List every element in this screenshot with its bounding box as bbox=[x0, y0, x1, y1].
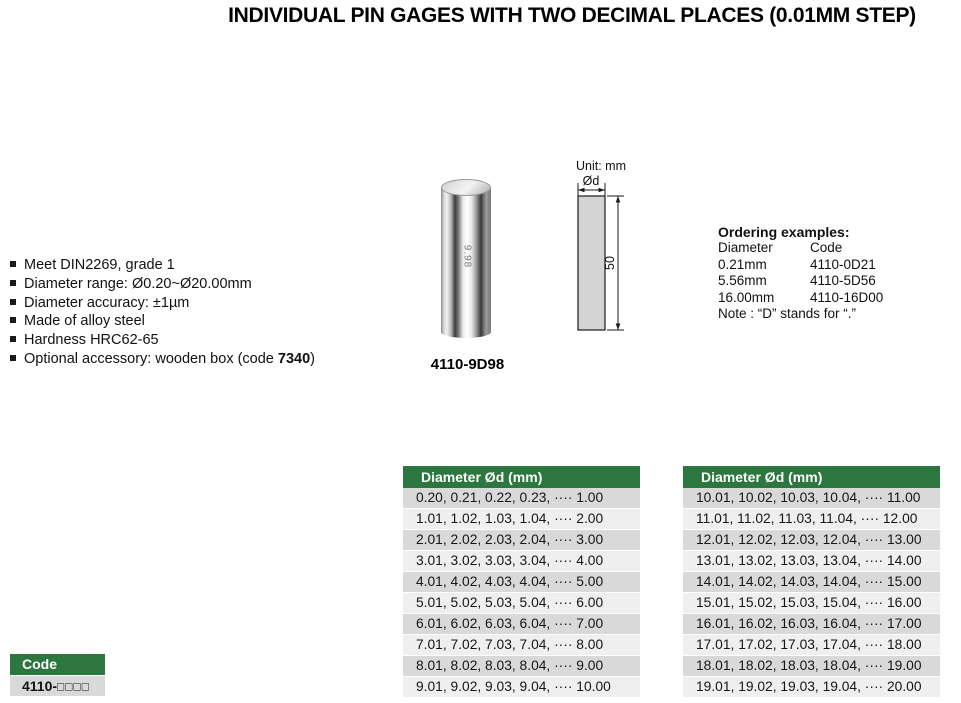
ordering-note: Note : “D” stands for “.” bbox=[718, 306, 857, 322]
table-row: 8.01, 8.02, 8.03, 8.04, ···· 9.00 bbox=[403, 656, 640, 677]
dimension-drawing bbox=[558, 172, 638, 352]
feature-text: Diameter accuracy: ±1µm bbox=[24, 294, 190, 311]
pin-etched-size: 9.98 bbox=[461, 244, 473, 269]
table-row: 14.01, 14.02, 14.03, 14.04, ···· 15.00 bbox=[683, 572, 940, 593]
table-row: 4.01, 4.02, 4.03, 4.04, ···· 5.00 bbox=[403, 572, 640, 593]
feature-text: Diameter range: Ø0.20~Ø20.00mm bbox=[24, 275, 252, 292]
ordering-row: 0.21mm 4110-0D21 bbox=[718, 256, 876, 272]
feature-item bbox=[10, 331, 315, 350]
square-bullet-icon bbox=[10, 336, 16, 342]
table-row: 0.20, 0.21, 0.22, 0.23, ···· 1.00 bbox=[403, 488, 640, 509]
table-row: 2.01, 2.02, 2.03, 2.04, ···· 3.00 bbox=[403, 530, 640, 551]
feature-item bbox=[10, 294, 315, 313]
table-row: 12.01, 12.02, 12.03, 12.04, ···· 13.00 bbox=[683, 530, 940, 551]
table-row: 16.01, 16.02, 16.03, 16.04, ···· 17.00 bbox=[683, 614, 940, 635]
arrow-left-icon bbox=[578, 188, 585, 193]
diameter-table-2 bbox=[683, 466, 940, 698]
table-row: 7.01, 7.02, 7.03, 7.04, ···· 8.00 bbox=[403, 635, 640, 656]
diameter-dim-label: Ød bbox=[582, 174, 600, 188]
feature-text: Optional accessory: wooden box (code bbox=[24, 350, 278, 367]
feature-text: Hardness HRC62-65 bbox=[24, 332, 159, 349]
table-header: Diameter Ød (mm) bbox=[683, 466, 940, 488]
code-placeholder-boxes: □□□□ bbox=[57, 679, 91, 694]
col-diameter: Diameter bbox=[718, 240, 773, 256]
code-block bbox=[10, 654, 105, 696]
product-model-number: 4110-9D98 bbox=[430, 356, 505, 373]
page-title: INDIVIDUAL PIN GAGES WITH TWO DECIMAL PLACES (0.01MM STEP) bbox=[228, 4, 916, 27]
table-row: 9.01, 9.02, 9.03, 9.04, ···· 10.00 bbox=[403, 677, 640, 698]
feature-list bbox=[10, 256, 315, 369]
code-header: Code bbox=[10, 654, 105, 675]
col-code: Code bbox=[810, 240, 843, 256]
table-row: 6.01, 6.02, 6.03, 6.04, ···· 7.00 bbox=[403, 614, 640, 635]
table-row: 1.01, 1.02, 1.03, 1.04, ···· 2.00 bbox=[403, 509, 640, 530]
square-bullet-icon bbox=[10, 317, 16, 323]
ordering-examples bbox=[718, 224, 928, 322]
ordering-row: 16.00mm 4110-16D00 bbox=[718, 289, 884, 305]
length-dim-label: 50 bbox=[603, 256, 617, 270]
square-bullet-icon bbox=[10, 355, 16, 361]
diameter-table-1 bbox=[403, 466, 640, 698]
square-bullet-icon bbox=[10, 280, 16, 286]
feature-item bbox=[10, 275, 315, 294]
table-body bbox=[683, 488, 940, 698]
pin-gage-photo bbox=[441, 179, 491, 338]
table-row: 5.01, 5.02, 5.03, 5.04, ···· 6.00 bbox=[403, 593, 640, 614]
table-row: 11.01, 11.02, 11.03, 11.04, ···· 12.00 bbox=[683, 509, 940, 530]
table-row: 10.01, 10.02, 10.03, 10.04, ···· 11.00 bbox=[683, 488, 940, 509]
table-row: 13.01, 13.02, 13.03, 13.04, ···· 14.00 bbox=[683, 551, 940, 572]
feature-item bbox=[10, 312, 315, 331]
table-header: Diameter Ød (mm) bbox=[403, 466, 640, 488]
code-value bbox=[10, 675, 105, 696]
arrow-up-icon bbox=[616, 196, 621, 203]
table-row: 15.01, 15.02, 15.03, 15.04, ···· 16.00 bbox=[683, 593, 940, 614]
arrow-down-icon bbox=[616, 324, 621, 331]
table-row: 18.01, 18.02, 18.03, 18.04, ···· 19.00 bbox=[683, 656, 940, 677]
ordering-heading: Ordering examples: bbox=[718, 224, 850, 240]
arrow-right-icon bbox=[599, 188, 606, 193]
unit-label: Unit: mm bbox=[576, 159, 626, 173]
feature-item: Optional accessory: wooden box (code 7340) bbox=[10, 350, 315, 369]
feature-text: Meet DIN2269, grade 1 bbox=[24, 257, 175, 273]
table-row: 3.01, 3.02, 3.03, 3.04, ···· 4.00 bbox=[403, 551, 640, 572]
table-row: 17.01, 17.02, 17.03, 17.04, ···· 18.00 bbox=[683, 635, 940, 656]
square-bullet-icon bbox=[10, 261, 16, 267]
square-bullet-icon bbox=[10, 299, 16, 305]
ordering-row: 5.56mm 4110-5D56 bbox=[718, 273, 876, 289]
table-body bbox=[403, 488, 640, 698]
code-prefix: 4110- bbox=[22, 678, 58, 694]
feature-text: Made of alloy steel bbox=[24, 313, 145, 330]
table-row: 19.01, 19.02, 19.03, 19.04, ···· 20.00 bbox=[683, 677, 940, 698]
pin-top-face bbox=[441, 179, 491, 196]
pin-outline-rect bbox=[578, 196, 605, 330]
ordering-column-headers bbox=[718, 240, 928, 256]
feature-item bbox=[10, 256, 315, 275]
